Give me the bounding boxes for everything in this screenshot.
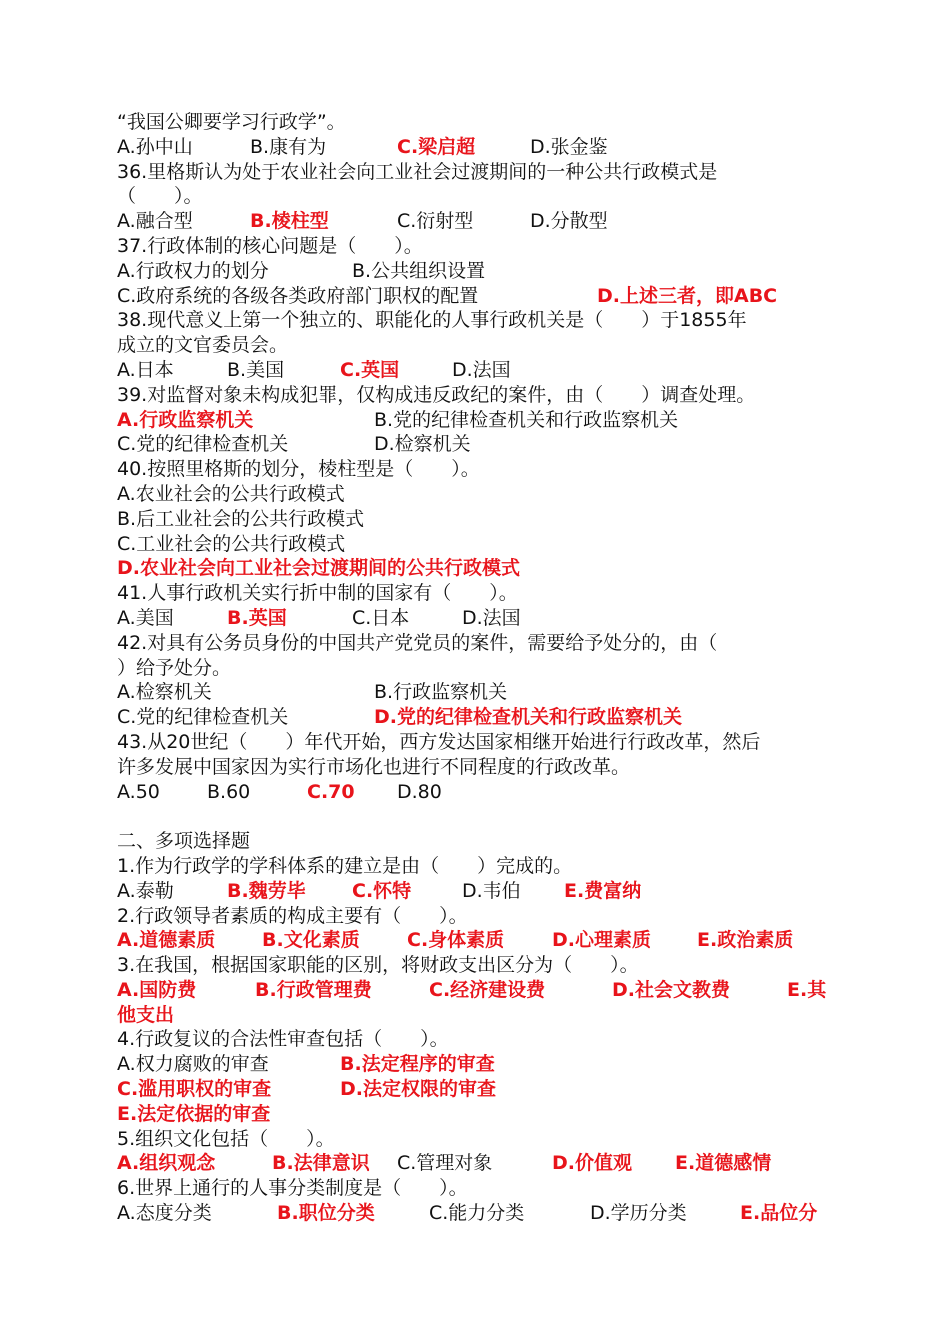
- option-text: A.美国: [117, 606, 174, 629]
- answer-option: E.其: [787, 978, 827, 1001]
- answer-option: 他支出: [117, 1003, 175, 1026]
- text-line: [117, 829, 837, 854]
- question-text: 成立的文官委员会。: [117, 334, 289, 357]
- question-text: 二、多项选择题: [117, 830, 251, 853]
- question-text: 3.在我国，根据国家职能的区别，将财政支出区分为（ ）。: [117, 954, 639, 977]
- option-text: B.行政监察机关: [374, 681, 508, 704]
- text-line: [117, 482, 837, 507]
- text-line: [117, 284, 837, 309]
- option-text: C.政府系统的各级各类政府部门职权的配置: [117, 284, 479, 307]
- option-text: A.孙中山: [117, 135, 193, 158]
- text-line: [117, 656, 837, 681]
- text-line: [117, 730, 837, 755]
- answer-option: E.道德感情: [675, 1152, 772, 1175]
- question-text: C.工业社会的公共行政模式: [117, 532, 346, 555]
- text-line: [117, 606, 837, 631]
- text-line: [117, 308, 837, 333]
- text-line: [117, 160, 837, 185]
- answer-option: D.社会文教费: [612, 978, 730, 1001]
- option-text: B.康有为: [250, 135, 327, 158]
- text-line: [117, 358, 837, 383]
- answer-option: E.法定依据的审查: [117, 1102, 271, 1125]
- option-text: C.能力分类: [429, 1202, 525, 1225]
- option-text: D.检察机关: [374, 433, 471, 456]
- text-line: [117, 333, 837, 358]
- question-text: 43.从20世纪（ ）年代开始，西方发达国家相继开始进行行政改革，然后: [117, 730, 761, 753]
- answer-option: A.国防费: [117, 978, 197, 1001]
- answer-option: A.组织观念: [117, 1152, 216, 1175]
- text-line: [117, 532, 837, 557]
- question-text: ）给予处分。: [117, 656, 232, 679]
- text-line: [117, 1151, 837, 1176]
- text-line: [117, 1027, 837, 1052]
- answer-option: E.品位分: [740, 1202, 818, 1225]
- option-text: A.检察机关: [117, 681, 212, 704]
- answer-option: C.英国: [340, 358, 400, 381]
- text-line: [117, 581, 837, 606]
- text-line: [117, 1003, 837, 1028]
- text-line: [117, 1102, 837, 1127]
- text-line: [117, 1127, 837, 1152]
- option-text: A.融合型: [117, 210, 193, 233]
- text-line: [117, 854, 837, 879]
- answer-option: B.法定程序的审查: [340, 1053, 495, 1076]
- text-line: [117, 879, 837, 904]
- option-text: D.法国: [462, 606, 521, 629]
- text-line: [117, 680, 837, 705]
- text-line: [117, 780, 837, 805]
- option-text: A.50: [117, 780, 160, 803]
- text-line: [117, 234, 837, 259]
- question-text: “我国公卿要学习行政学”。: [117, 111, 346, 133]
- question-text: 2.行政领导者素质的构成主要有（ ）。: [117, 904, 468, 927]
- question-text: （ ）。: [117, 185, 203, 208]
- text-line: [117, 432, 837, 457]
- text-line: [117, 383, 837, 408]
- answer-option: E.费富纳: [564, 879, 642, 902]
- question-text: 1.作为行政学的学科体系的建立是由（ ）完成的。: [117, 854, 573, 877]
- text-line: [117, 928, 837, 953]
- question-text: 4.行政复议的合法性审查包括（ ）。: [117, 1028, 449, 1051]
- question-text: B.后工业社会的公共行政模式: [117, 507, 365, 530]
- answer-option: B.魏劳毕: [227, 879, 306, 902]
- answer-option: D.上述三者，即ABC: [597, 284, 778, 307]
- option-text: D.学历分类: [590, 1202, 687, 1225]
- option-text: A.日本: [117, 358, 174, 381]
- text-line: [117, 978, 837, 1003]
- answer-option: D.党的纪律检查机关和行政监察机关: [374, 706, 682, 729]
- text-line: [117, 755, 837, 780]
- option-text: D.分散型: [530, 210, 608, 233]
- text-line: [117, 135, 837, 160]
- answer-option: B.职位分类: [277, 1202, 375, 1225]
- answer-option: B.棱柱型: [250, 210, 329, 233]
- text-line: [117, 209, 837, 234]
- text-line: [117, 953, 837, 978]
- text-line: [117, 110, 837, 135]
- option-text: D.韦伯: [462, 879, 521, 902]
- answer-option: D.农业社会向工业社会过渡期间的公共行政模式: [117, 557, 520, 580]
- text-line: [117, 259, 837, 284]
- text-line: [117, 904, 837, 929]
- answer-option: C.经济建设费: [429, 978, 546, 1001]
- question-text: 6.世界上通行的人事分类制度是（ ）。: [117, 1177, 468, 1200]
- answer-option: B.文化素质: [262, 929, 360, 952]
- text-line: [117, 631, 837, 656]
- question-text: 41.人事行政机关实行折中制的国家有（ ）。: [117, 582, 518, 605]
- answer-option: E.政治素质: [697, 929, 794, 952]
- answer-option: D.价值观: [552, 1152, 632, 1175]
- option-text: B.60: [207, 780, 251, 803]
- question-list: [117, 110, 837, 1226]
- text-line: [117, 408, 837, 433]
- text-line: [117, 457, 837, 482]
- answer-option: C.梁启超: [397, 135, 476, 158]
- text-line: [117, 556, 837, 581]
- option-text: D.张金鉴: [530, 135, 608, 158]
- answer-option: C.怀特: [352, 879, 412, 902]
- question-text: 5.组织文化包括（ ）。: [117, 1127, 335, 1150]
- text-line: [117, 507, 837, 532]
- answer-option: D.心理素质: [552, 929, 651, 952]
- answer-option: C.身体素质: [407, 929, 505, 952]
- option-text: C.日本: [352, 606, 410, 629]
- option-text: B.美国: [227, 358, 285, 381]
- question-text: 36.里格斯认为处于农业社会向工业社会过渡期间的一种公共行政模式是: [117, 160, 718, 183]
- option-text: D.80: [397, 780, 442, 803]
- option-text: C.衍射型: [397, 210, 474, 233]
- answer-option: C.滥用职权的审查: [117, 1078, 272, 1101]
- option-text: B.党的纪律检查机关和行政监察机关: [374, 408, 679, 431]
- answer-option: C.70: [307, 780, 355, 803]
- option-text: B.公共组织设置: [352, 259, 486, 282]
- answer-option: B.法律意识: [272, 1152, 370, 1175]
- text-line: [117, 1201, 837, 1226]
- answer-option: D.法定权限的审查: [340, 1078, 496, 1101]
- text-line: [117, 1077, 837, 1102]
- question-text: 42.对具有公务员身份的中国共产党党员的案件，需要给予处分的，由（: [117, 631, 718, 654]
- answer-option: B.行政管理费: [255, 978, 372, 1001]
- option-text: C.管理对象: [397, 1152, 493, 1175]
- option-text: C.党的纪律检查机关: [117, 706, 289, 729]
- answer-option: A.行政监察机关: [117, 408, 254, 431]
- option-text: A.态度分类: [117, 1202, 212, 1225]
- question-text: 37.行政体制的核心问题是（ ）。: [117, 234, 423, 257]
- question-text: 39.对监督对象未构成犯罪，仅构成违反政纪的案件，由（ ）调查处理。: [117, 383, 756, 406]
- option-text: A.行政权力的划分: [117, 259, 269, 282]
- question-text: 许多发展中国家因为实行市场化也进行不同程度的行政改革。: [117, 755, 631, 778]
- text-line: [117, 184, 837, 209]
- question-text: 38.现代意义上第一个独立的、职能化的人事行政机关是（ ）于1855年: [117, 309, 747, 332]
- question-text: A.农业社会的公共行政模式: [117, 482, 345, 505]
- answer-option: A.道德素质: [117, 929, 216, 952]
- answer-option: B.英国: [227, 606, 287, 629]
- text-line: [117, 1052, 837, 1077]
- option-text: D.法国: [452, 358, 511, 381]
- text-line: [117, 705, 837, 730]
- option-text: A.权力腐败的审查: [117, 1053, 269, 1076]
- question-text: 40.按照里格斯的划分，棱柱型是（ ）。: [117, 458, 480, 481]
- option-text: C.党的纪律检查机关: [117, 433, 289, 456]
- option-text: A.泰勒: [117, 879, 174, 902]
- text-line: [117, 1176, 837, 1201]
